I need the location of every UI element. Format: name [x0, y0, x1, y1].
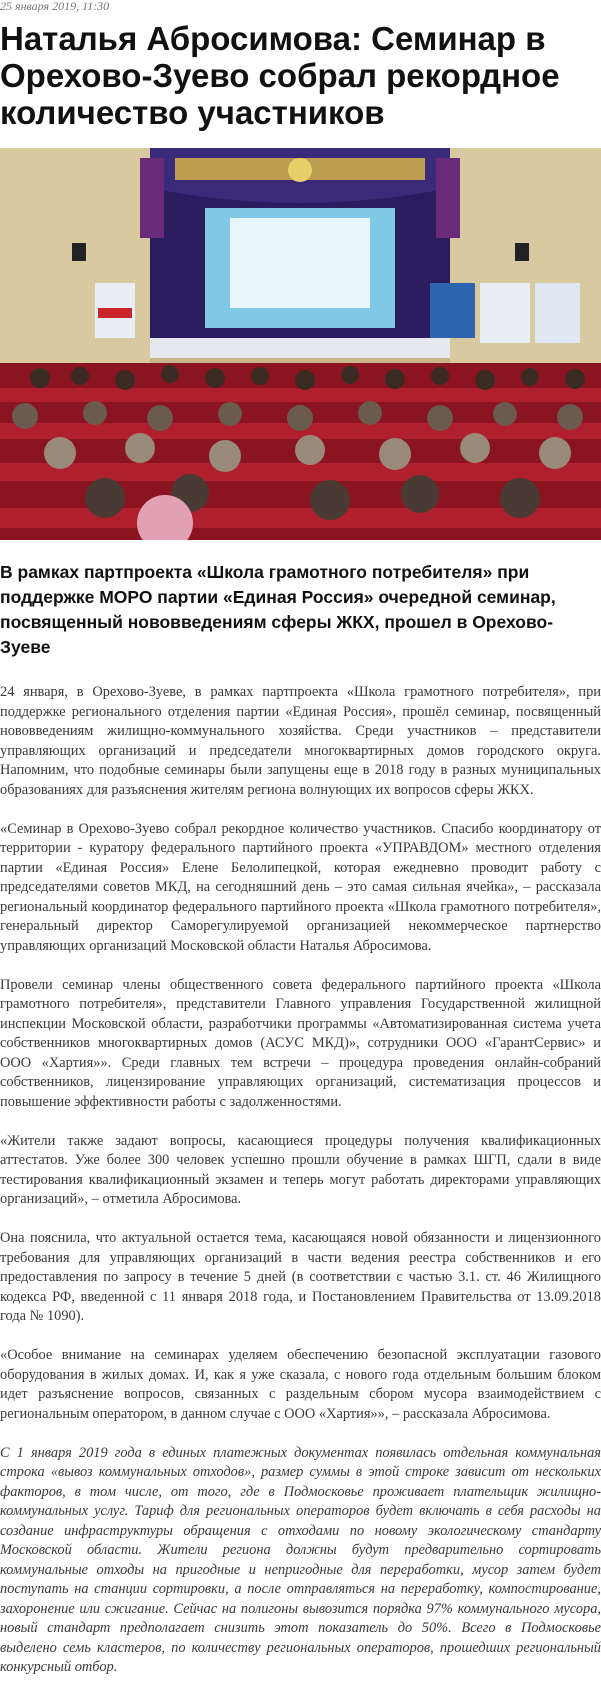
- paragraph: «Семинар в Орехово-Зуево собрал рекордное количество участников. Спасибо координатору от территории - куратору федерального партийного проекта «УПРАВДОМ» местного отделения партии «Единая Россия» Елене Белолипецкой, которая ежедневно проводит работу с председателями советов МКД, на сегодняшний день – это самая сильная ячейка», – рассказала региональный координатор федерального партийного проекта «Школа грамотного потребителя», генеральный директор Саморегулируемой организацией некоммерческое партнерство управляющих организаций Московской области Наталья Абросимова.: [0, 820, 601, 954]
- paragraph: 24 января, в Орехово-Зуеве, в рамках партпроекта «Школа грамотного потребителя», при поддержке регионального отделения партии «Единая Россия», прошёл семинар, посвященный нововведениям жилищно-коммунального хозяйства. Среди участников – представители управляющих организаций и председатели многоквартирных домов городского округа. Напомним, что подобные семинары были запущены еще в 2018 году в разных муниципальных образованиях для разъяснения жителям региона волнующих их вопросов сферы ЖКХ.: [0, 684, 601, 798]
- paragraph: Она пояснила, что актуальной остается тема, касающаяся новой обязанности и лицензионного требования для управляющих организаций в части ведения реестра собственников и его предоставления по запросу в течение 5 дней (в соответствии с частью 3.1. ст. 46 Жилищного кодекса РФ, введенной с 11 января 2018 года, и Постановлением Правительства от 13.09.2018 года № 1090).: [0, 1230, 601, 1324]
- seminar-hall-illustration: [0, 148, 601, 540]
- seminar-hall-photo: [0, 148, 601, 540]
- article-title: Наталья Абросимова: Семинар в Орехово-Зуево собрал рекордное количество участников: [0, 20, 560, 131]
- paragraph: Провели семинар члены общественного совета федерального партийного проекта «Школа грамотного потребителя», представители Главного управления Государственной жилищной инспекции Московской области, разработчики программы «Автоматизированная система учета собственников многоквартирных домов (АСУС МКД)», сотрудники ООО «ГарантСервис» и ООО «Хартия»». Среди главных тем встречи – процедура проведения онлайн-собраний собственников, лицензирование управляющих организаций, систематизация процессов и повышение эффективности работы с задолженностями.: [0, 976, 601, 1110]
- paragraph: «Жители также задают вопросы, касающиеся процедуры получения квалификационных аттестатов. Уже более 300 человек успешно прошли обучение в рамках ШГП, сдали в виде тестирования квалификационный экзамен и теперь могут работать директорами управляющих организаций», – отметила Абросимова.: [0, 1132, 601, 1207]
- article-body: [0, 683, 601, 1695]
- article-date: 25 января 2019, 11:30: [0, 0, 110, 12]
- article-lead: В рамках партпроекта «Школа грамотного потребителя» при поддержке МОРО партии «Единая Россия» очередной семинар, посвященный нововведениям сферы ЖКХ, прошел в Орехово-Зуеве: [0, 562, 556, 657]
- paragraph: «Особое внимание на семинарах уделяем обеспечению безопасной эксплуатации газового оборудования в жилых домах. И, как я уже сказала, с нового года отдельным большим блоком идет разъяснение вопросов, связанных с раздельным сбором мусора взаимодействием с региональным оператором, в данном случае с ООО «Хартия»», – рассказала Абросимова.: [0, 1347, 601, 1422]
- italic-paragraph: С 1 января 2019 года в единых платежных документах появилась отдельная коммунальная строка «вывоз коммунальных отходов», размер суммы в этой строке зависит от нескольких факторов, в том числе, от того, где в Подмосковье проживает плательщик жилищно-коммунальных услуг. Тариф для региональных операторов будет включать в себя расходы на создание инфраструктуры обращения с отходами по новому экологическому стандарту Московской области. Жители региона должны будут предварительно сортировать коммунальные отходы на пригодные и непригодные для переработки, мусор затем будет поступать на станции сортировки, а после отправляться на переработку, компостирование, захоронение или сжигание. Сейчас на полигоны вывозится порядка 97% коммунального мусора, новый стандарт предполагает снизить этот показатель до 50%. Всего в Подмосковье выделено семь кластеров, по количеству региональных операторов, прошедших региональный конкурсный отбор.: [0, 1444, 601, 1675]
